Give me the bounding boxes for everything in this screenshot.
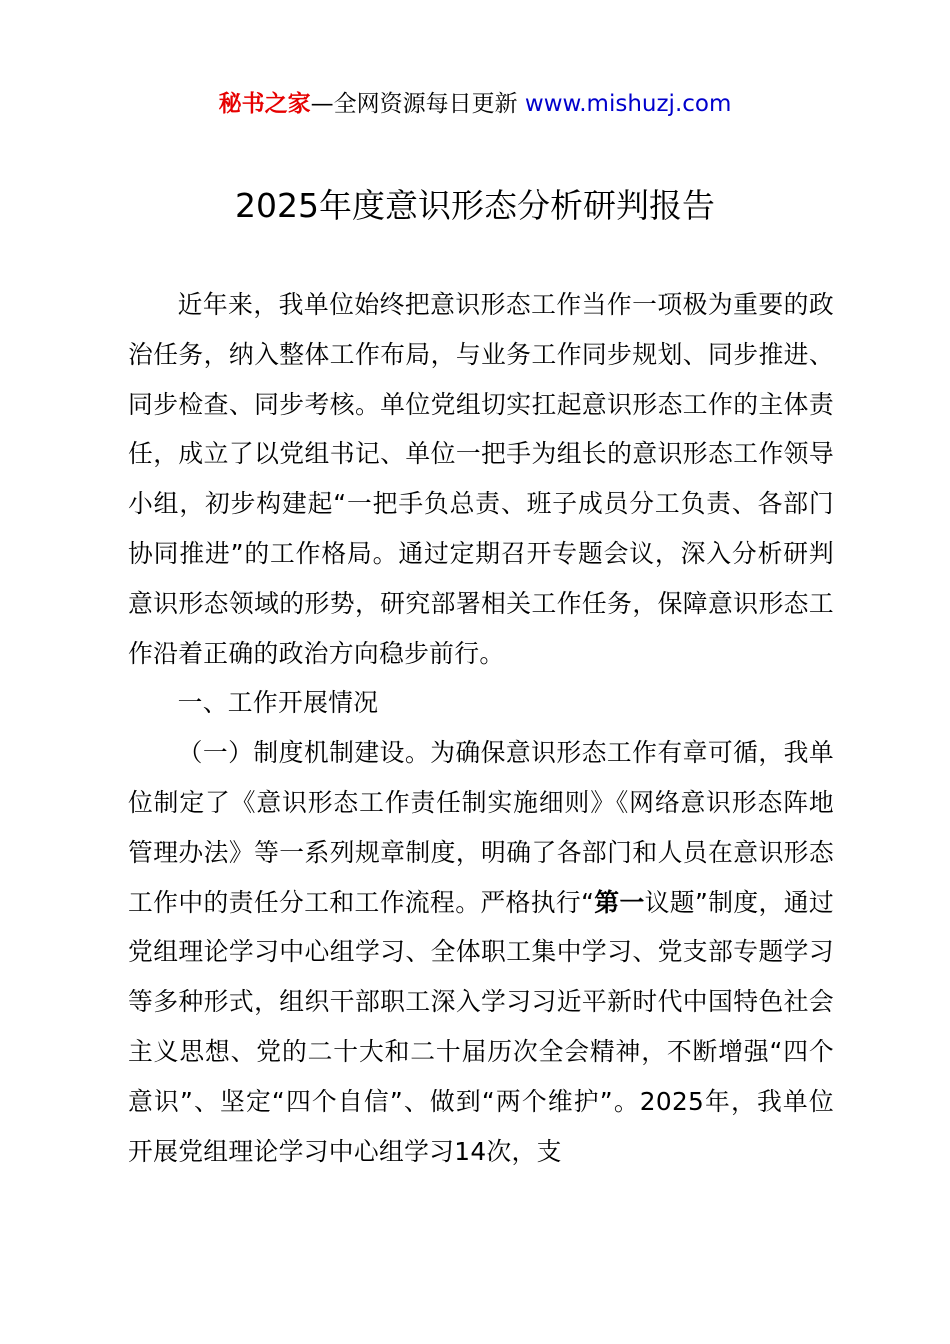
paragraph-text-start: （一）制度机制建设。为确保意识形态工作有章可循，我单位制定了《意识形态工作责任制实施细则》《网络意识形态阵地管理办法》等一系列规章制度，明确了各部门和人员在意识形态工作中的责任分工和工作流程。严格执行“ [128, 738, 834, 917]
paragraph-text-end: 议题”制度，通过党组理论学习中心组学习、全体职工集中学习、党支部专题学习等多种形式，组织干部职工深入学习习近平新时代中国特色社会主义思想、党的二十大和二十届历次全会精神，不断增强“四个意识”、坚定“四个自信”、做到“两个维护”。2025年，我单位开展党组理论学习中心组学习14次，支 [128, 887, 834, 1166]
brand-name: 秘书之家 [218, 91, 311, 117]
header-slogan: —全网资源每日更新 [310, 91, 525, 117]
intro-paragraph: 近年来，我单位始终把意识形态工作当作一项极为重要的政治任务，纳入整体工作布局，与业务工作同步规划、同步推进、同步检查、同步考核。单位党组切实扛起意识形态工作的主体责任，成立了以党组书记、单位一把手为组长的意识形态工作领导小组，初步构建起“一把手负总责、班子成员分工负责、各部门协同推进”的工作格局。通过定期召开专题会议，深入分析研判意识形态领域的形势，研究部署相关工作任务，保障意识形态工作沿着正确的政治方向稳步前行。 [128, 290, 834, 668]
watermark-header [0, 86, 950, 122]
section-heading: 一、工作开展情况 [177, 688, 379, 718]
document-title: 2025年度意识形态分析研判报告 [235, 186, 715, 225]
document-body [128, 280, 834, 1176]
bold-emphasis: 第一 [594, 887, 645, 917]
website-link[interactable]: www.mishuzj.com [524, 91, 732, 117]
institution-paragraph [128, 728, 834, 1176]
